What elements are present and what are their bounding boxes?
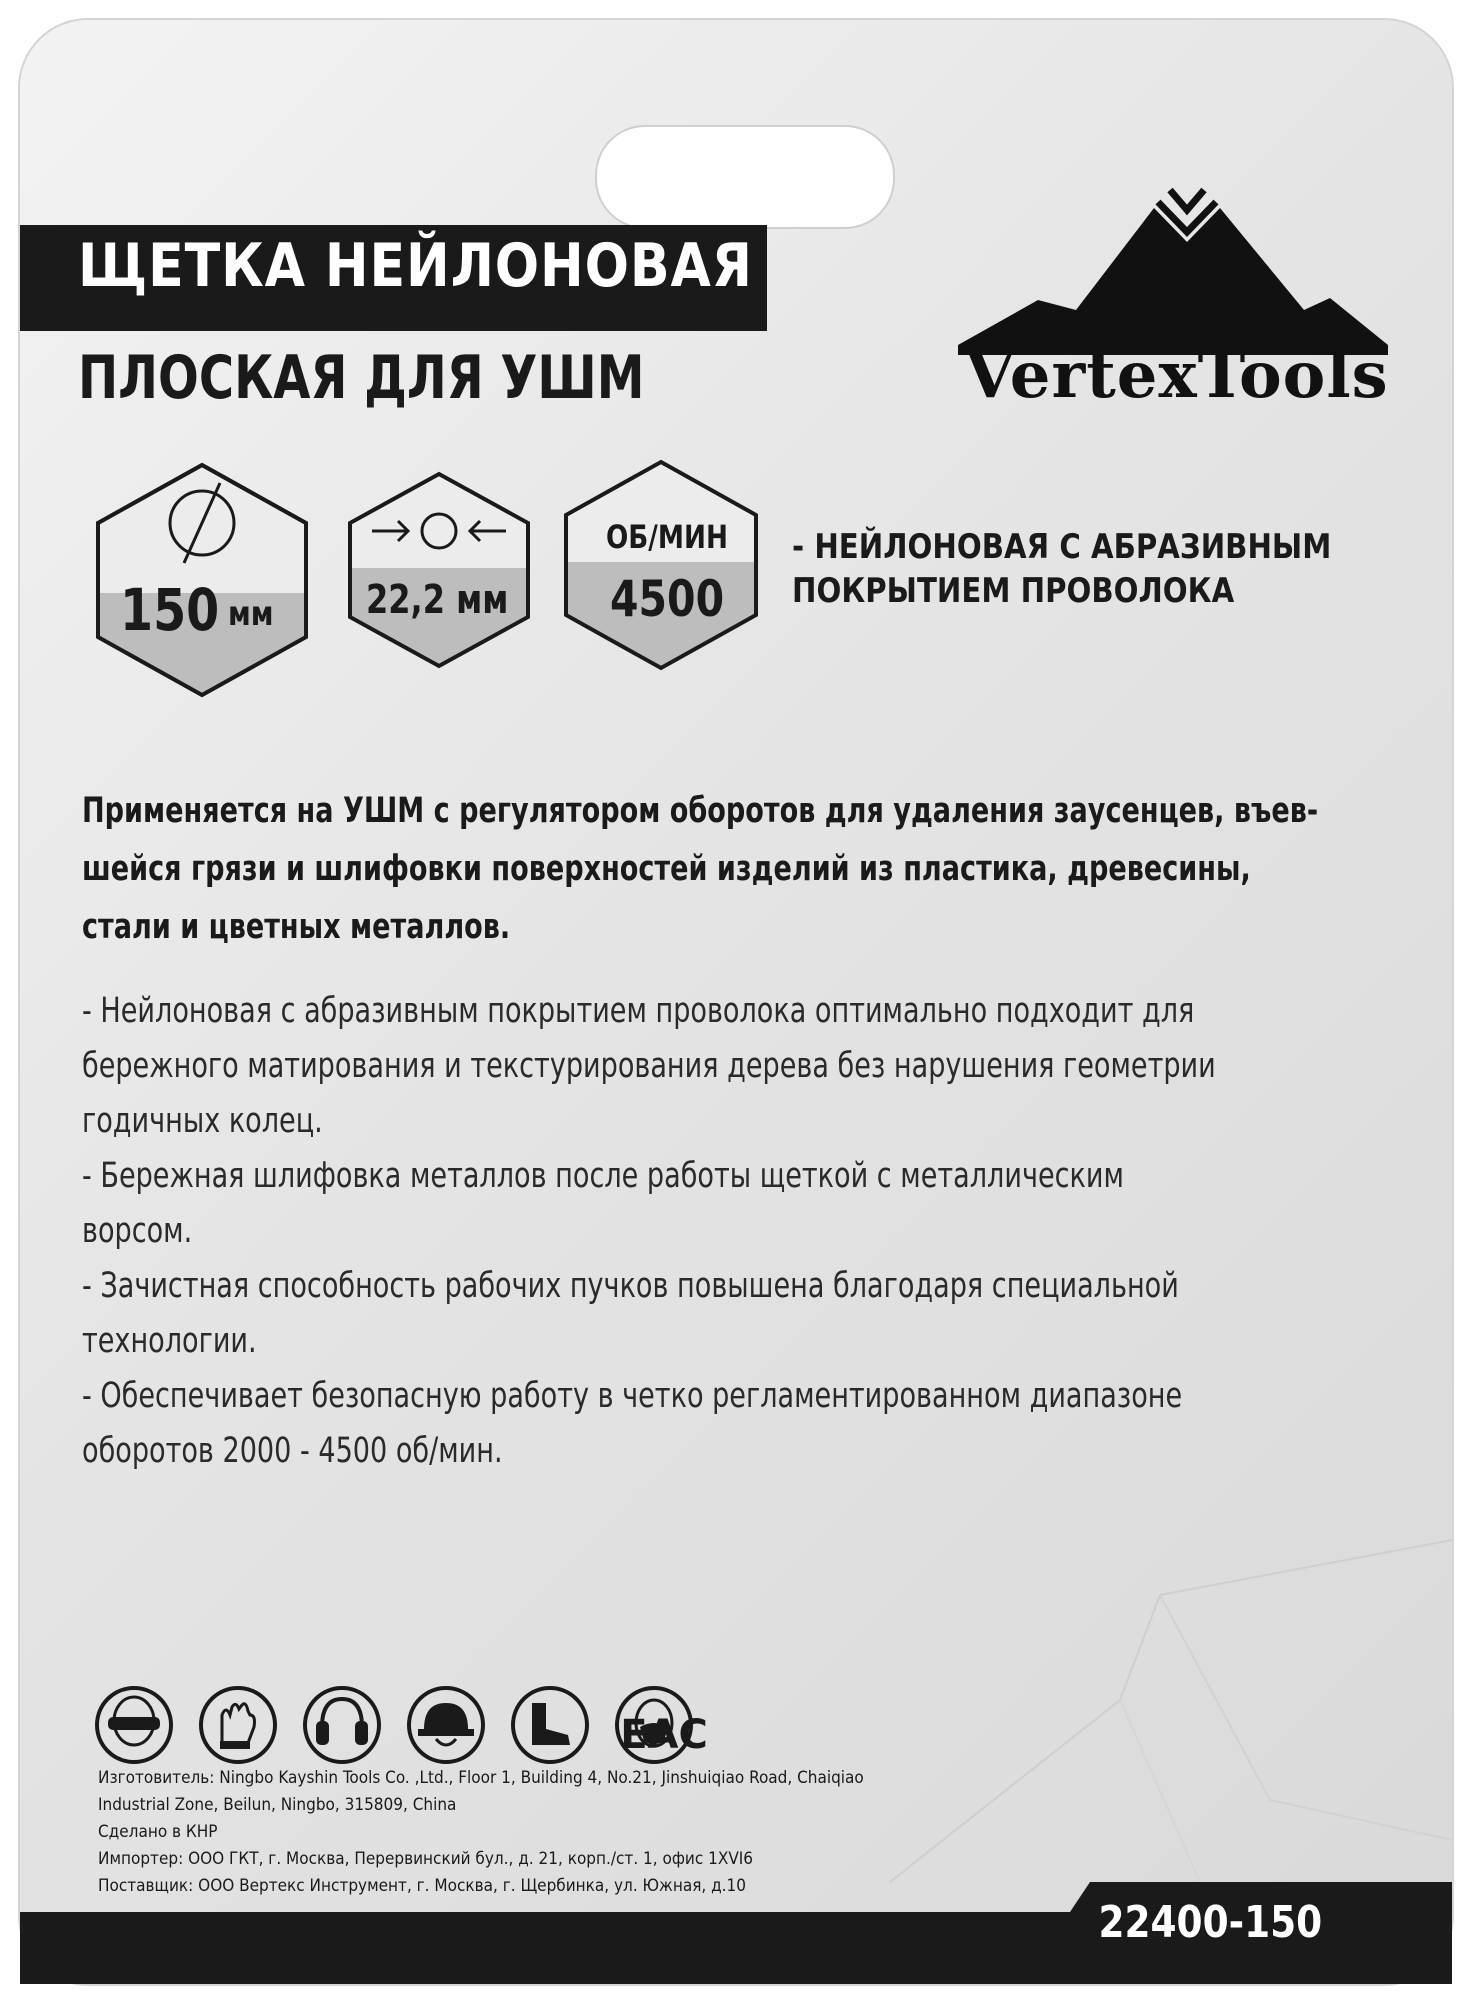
legal-line: Изготовитель: Ningbo Kayshin Tools Co. ,Ltd., Floor 1, Building 4, No.21, Jinshuiqiao Road, Chaiqiao [98,1768,864,1788]
safety-boots-icon [513,1688,587,1762]
brand-logo-text: VertexTools [965,338,1389,413]
eac-mark [620,1690,708,1760]
article-code: 22400-150 [1098,1897,1322,1948]
packaging-card [18,18,1454,1986]
legal-line: Сделано в КНР [98,1822,218,1842]
legal-line: Импортер: ООО ГКТ, г. Москва, Перервинский бул., д. 21, корп./ст. 1, офис 1XVI6 [98,1849,754,1869]
legal-info [98,1765,864,1900]
feature-line: ворсом. [82,1211,193,1251]
product-title: ЩЕТКА НЕЙЛОНОВАЯ [78,231,753,301]
description-line: стали и цветных металлов. [82,907,511,947]
speed-badge [562,458,760,672]
feature-line: бережного матирования и текстурирования дерева без нарушения геометрии [82,1046,1216,1086]
gloves-icon [201,1688,275,1762]
spec-note-line: - НЕЙЛОНОВАЯ С АБРАЗИВНЫМ [792,527,1332,567]
hang-hole [595,125,895,229]
hard-hat-icon [409,1688,483,1762]
legal-line: Industrial Zone, Beilun, Ningbo, 315809, China [98,1795,457,1815]
legal-line: Поставщик: ООО Вертекс Инструмент, г. Москва, г. Щербинка, ул. Южная, д.10 [98,1876,746,1896]
feature-line: оборотов 2000 - 4500 об/мин. [82,1431,503,1471]
product-description [82,782,1372,956]
product-subtitle: ПЛОСКАЯ ДЛЯ УШМ [78,343,645,413]
feature-line: годичных колец. [82,1101,323,1141]
safety-glasses-icon [97,1688,171,1762]
bore-value: 22,2 мм [366,577,509,623]
feature-line: - Зачистная способность рабочих пучков повышена благодаря специальной [82,1266,1179,1306]
description-line: Применяется на УШМ с регулятором оборотов для удаления заусенцев, въев- [82,791,1319,831]
eac-text: EAC [620,1712,708,1758]
speed-value: 4500 [610,570,725,628]
diameter-value: 150 [120,576,220,644]
diameter-unit: мм [228,594,274,634]
ear-protection-icon [305,1688,379,1762]
speed-label: ОБ/МИН [606,518,728,556]
feature-line: - Нейлоновая с абразивным покрытием проволока оптимально подходит для [82,991,1195,1031]
feature-list [82,984,1372,1479]
spec-note-line: ПОКРЫТИЕМ ПРОВОЛОКА [792,571,1235,611]
feature-line: технологии. [82,1321,257,1361]
feature-line: - Бережная шлифовка металлов после работы щеткой с металлическим [82,1156,1124,1196]
description-line: шейся грязи и шлифовки поверхностей изделий из пластика, древесины, [82,849,1251,889]
spec-note [792,525,1331,613]
bore-badge [346,470,532,670]
feature-line: - Обеспечивает безопасную работу в четко регламентированном диапазоне [82,1376,1183,1416]
